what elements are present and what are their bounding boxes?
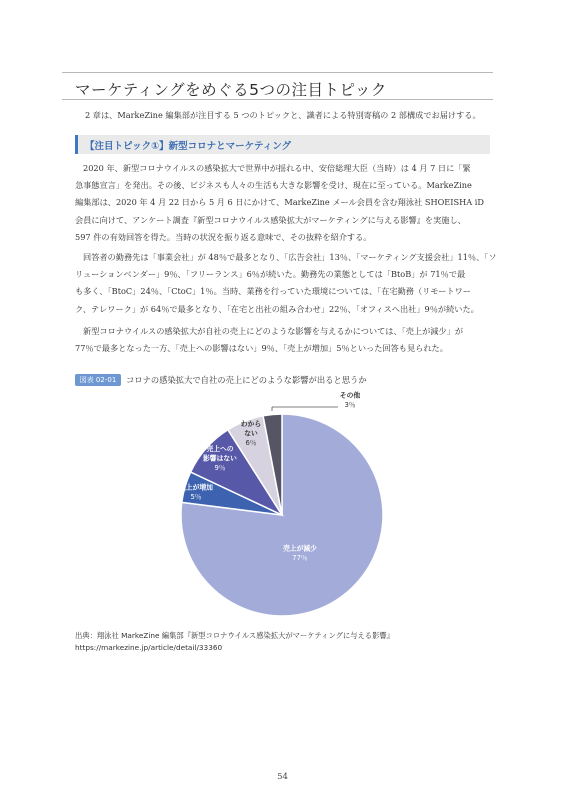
page-title: マーケティングをめぐる5つの注目トピック — [75, 81, 387, 99]
figure-title: コロナの感染拡大で自社の売上にどのような影響が出ると思うか — [126, 375, 367, 385]
source-line: 出典：翔泳社 MarkeZine 編集部『新型コロナウイルス感染拡大がマーケティングに与える影響』 — [75, 631, 394, 640]
slice-value: 3％ — [344, 401, 356, 409]
paragraph-line: 急事態宣言」を発出。その後、ビジネスも人々の生活も大きな影響を受け、現在に至っている。MarkeZine — [75, 180, 472, 191]
paragraph-line: 会員に向けて、アンケート調査『新型コロナウイルス感染拡大がマーケティングに与える影響』を実施し、 — [75, 214, 466, 225]
slice-value: 5％ — [190, 493, 202, 501]
slice-label-line: 影響はない — [203, 454, 237, 463]
slice-label-line: 売上への — [206, 445, 234, 453]
intro-text: 2 章は、MarkeZine 編集部が注目する 5 つのトピックと、識者による特別寄稿の 2 部構成でお届けする。 — [85, 110, 481, 120]
slice-label-line: 売上が減少 — [283, 544, 317, 553]
figure-label-badge: 図表 02-01 — [75, 374, 121, 386]
paragraph-line: リューションベンダー」9％、「フリーランス」6％が続いた。勤務先の業態としては「BtoB」が 71％で最 — [75, 269, 466, 280]
slice-label-line: ない — [244, 429, 258, 438]
slice-value: 77％ — [292, 554, 308, 562]
slice-label-line: わから — [240, 420, 262, 428]
paragraph-line: 新型コロナウイルスの感染拡大が自社の売上にどのような影響を与えるかについては、「売上が減少」が — [83, 326, 464, 336]
slice-label — [340, 391, 361, 410]
paragraph-line: 編集部は、2020 年 4 月 22 日から 5 月 6 日にかけて、MarkeZine メール会員を含む翔泳社 SHOEISHA iD — [75, 197, 484, 208]
paragraph-line: 2020 年、新型コロナウイルスの感染拡大で世界中が揺れる中、安倍総理大臣（当時）は 4 月 7 日に「緊 — [83, 163, 471, 173]
paragraph-line: 回答者の勤務先は「事業会社」が 48％で最多となり、「広告会社」13％、「マーケティング支援会社」11％、「ソ — [83, 252, 497, 262]
source-url: https://markezine.jp/article/detail/33360 — [75, 643, 223, 652]
paragraph-line: 597 件の有効回答を得た。当時の状況を振り返る意味で、その抜粋を紹介する。 — [75, 231, 372, 242]
figure-source — [75, 630, 394, 654]
paragraph-line: 77％で最多となった一方、「売上への影響はない」9％、「売上が増加」5％といった回答も見られた。 — [75, 343, 448, 354]
slice-label-line: 売上が増加 — [179, 483, 213, 492]
slice-value: 9％ — [214, 464, 226, 472]
paragraph-line: ク、テレワーク」が 64％で最多となり、「在宅と出社の組み合わせ」22％、「オフィスへ出社」9％が続いた。 — [75, 303, 479, 314]
section-heading-text: 【注目トピック①】新型コロナとマーケティング — [85, 141, 292, 152]
page-number: 54 — [277, 772, 288, 782]
slice-value: 6％ — [245, 439, 257, 447]
paragraph-line: も多く、「BtoC」24％、「CtoC」1％。当時、業務を行っていた環境については、「在宅勤務（リモートワー — [75, 286, 471, 297]
slice-label-line: その他 — [339, 391, 361, 400]
